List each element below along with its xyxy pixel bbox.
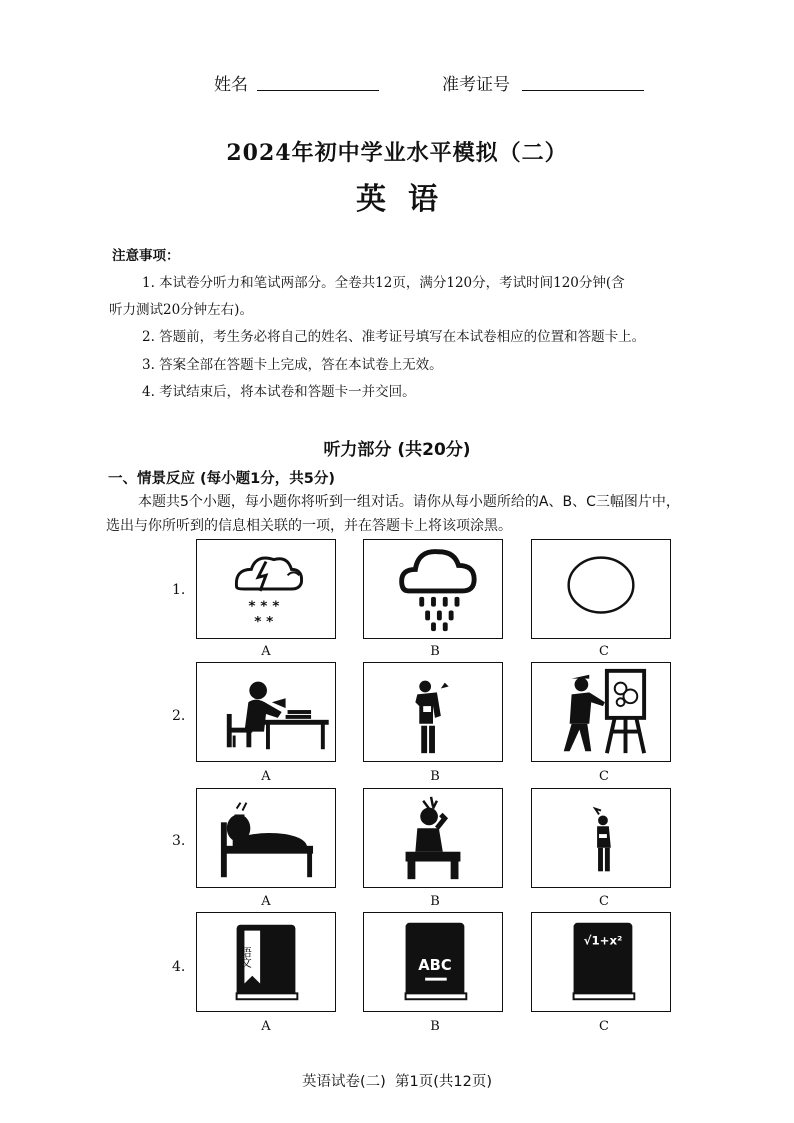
book-label: ABC	[418, 956, 452, 974]
option-letter: C	[599, 894, 609, 909]
person-painting-icon	[532, 663, 670, 761]
option-letter: A	[261, 894, 271, 909]
question-number: 1.	[172, 582, 186, 598]
option-picture[interactable]	[363, 662, 503, 762]
book-label: √1+x²	[583, 933, 623, 948]
option-letter: C	[599, 769, 609, 784]
exam-id-label: 准考证号	[442, 75, 510, 95]
notes-heading: 注意事项：	[112, 248, 180, 264]
chinese-book-icon	[197, 913, 335, 1011]
question-number: 4.	[172, 959, 186, 975]
option-letter: B	[430, 644, 440, 659]
english-book-icon	[364, 913, 502, 1011]
option-picture[interactable]	[196, 539, 336, 639]
page-footer: 英语试卷(二) 第1页(共12页)	[301, 1074, 493, 1090]
option-picture[interactable]	[531, 788, 671, 888]
part-title: 一、情景反应 (每小题1分，共5分)	[108, 471, 335, 487]
note-item: 4. 考试结束后，将本试卷和答题卡一并交回。	[142, 384, 416, 400]
page-title: 2024年初中学业水平模拟（二）	[226, 140, 568, 166]
instructions-line: 本题共5个小题，每小题你将听到一组对话。请你从每小题所给的A、B、C三幅图片中，	[138, 494, 680, 510]
person-standing-icon	[364, 663, 502, 761]
option-picture[interactable]	[363, 539, 503, 639]
svg-text:* * *: * * *	[248, 598, 280, 615]
sick-in-bed-icon	[197, 789, 335, 887]
rain-cloud-icon	[364, 540, 502, 638]
note-item: 1. 本试卷分听力和笔试两部分。全卷共12页，满分120分，考试时间120分钟(含	[142, 275, 625, 291]
book-label: 语文	[239, 946, 253, 968]
svg-text:* *: * *	[254, 614, 274, 631]
math-book-icon	[532, 913, 670, 1011]
question-number: 2.	[172, 708, 186, 724]
instructions-line: 选出与你所听到的信息相关联的一项，并在答题卡上将该项涂黑。	[106, 518, 512, 534]
empty-circle-icon	[532, 540, 670, 638]
option-letter: B	[430, 769, 440, 784]
person-reading-icon	[197, 663, 335, 761]
stomachache-icon	[532, 789, 670, 887]
option-letter: B	[430, 894, 440, 909]
option-picture[interactable]	[196, 912, 336, 1012]
option-picture[interactable]	[196, 662, 336, 762]
option-picture[interactable]	[363, 912, 503, 1012]
section-title: 听力部分 (共20分)	[323, 440, 471, 460]
question-number: 3.	[172, 833, 186, 849]
option-letter: B	[430, 1019, 440, 1034]
option-picture[interactable]	[196, 788, 336, 888]
snow-storm-icon	[197, 540, 335, 638]
headache-icon	[364, 789, 502, 887]
option-picture[interactable]	[531, 912, 671, 1012]
name-field[interactable]	[257, 90, 379, 91]
note-item: 3. 答案全部在答题卡上完成，答在本试卷上无效。	[142, 357, 443, 373]
option-letter: A	[261, 769, 271, 784]
option-letter: C	[599, 1019, 609, 1034]
option-picture[interactable]	[531, 662, 671, 762]
option-letter: A	[261, 1019, 271, 1034]
option-picture[interactable]	[531, 539, 671, 639]
note-item: 2. 答题前，考生务必将自己的姓名、准考证号填写在本试卷相应的位置和答题卡上。	[142, 329, 646, 345]
name-label: 姓名	[214, 75, 248, 95]
exam-id-field[interactable]	[522, 90, 644, 91]
option-picture[interactable]	[363, 788, 503, 888]
option-letter: C	[599, 644, 609, 659]
option-letter: A	[261, 644, 271, 659]
note-item: 听力测试20分钟左右)。	[109, 302, 253, 318]
subject-title: 英语	[356, 182, 460, 217]
